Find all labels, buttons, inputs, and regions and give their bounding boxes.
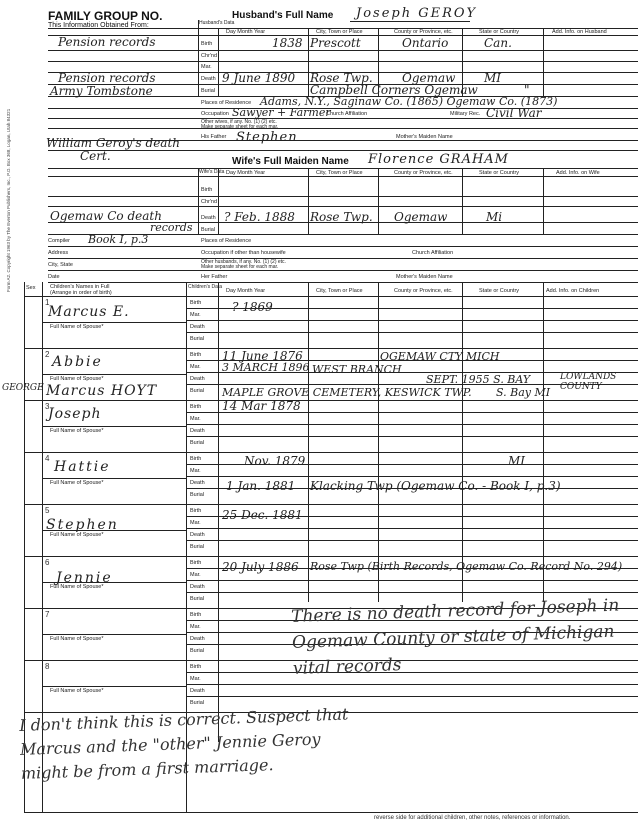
child-row-line (186, 696, 638, 697)
child-5-name: Stephen (46, 517, 119, 533)
child-name-line (42, 478, 186, 479)
child-row-line (186, 580, 638, 581)
wife-death-label: Death (201, 215, 216, 221)
husband-burial-label: Burial (201, 88, 216, 94)
address-label: Address (48, 250, 69, 256)
child-row-line (186, 592, 638, 593)
child-row-line (186, 476, 638, 477)
child-6-spouse-label: Full Name of Spouse* (50, 584, 104, 590)
child-6-birth-label: Birth (190, 560, 202, 566)
col-city-children: City, Town or Place (316, 288, 363, 294)
husband-separate-sheet: Make separate sheet for each mar. (201, 124, 279, 130)
wife-church-label: Church Affiliation (412, 250, 454, 256)
husband-birth-year: 1838 (272, 36, 303, 50)
wife-mother-label: Mother's Maiden Name (396, 274, 453, 280)
child-row-line (186, 332, 638, 333)
child-4-spouse-label: Full Name of Spouse* (50, 480, 104, 486)
child-8-spouse-label: Full Name of Spouse* (50, 688, 104, 694)
husband-mar-label: Mar. (201, 64, 212, 70)
info-obtained-label: This Information Obtained From: (48, 22, 149, 29)
child-1-birth-label: Birth (190, 300, 202, 306)
child-6-birth-place: Rose Twp (Birth Records, Ogemaw Co. Record No. 294) (310, 560, 623, 573)
form-title: FAMILY GROUP NO. (48, 9, 163, 23)
child-4-birth: Nov. 1879 (244, 454, 306, 468)
child-2-birth-place: OGEMAW CTY MICH (380, 350, 500, 363)
child-7-burial-label: Burial (190, 648, 205, 654)
child-name-line (42, 686, 186, 687)
child-3-spouse-label: Full Name of Spouse* (50, 428, 104, 434)
col-state-wife: State or Country (479, 170, 520, 176)
child-5-number: 5 (45, 506, 50, 515)
husband-death-label: Death (201, 76, 216, 82)
col-county-children: County or Province, etc. (394, 288, 453, 294)
husband-other-wives: Other wives, if any. No. (1) (2) etc. (201, 119, 277, 125)
child-row-line (186, 296, 638, 297)
child-2-number: 2 (45, 350, 50, 359)
child-2-mar-label: Mar. (190, 364, 201, 370)
child-4-death-place: Klacking Twp (Ogemaw Co. - Book I, p.3) (310, 479, 561, 493)
child-3-death-label: Death (190, 428, 205, 434)
col-day-month-year-children: Day Month Year (226, 288, 266, 294)
husband-mother-label: Mother's Maiden Name (396, 134, 453, 140)
child-7-mar-label: Mar. (190, 624, 201, 630)
col-city-wife: City, Town or Place (316, 170, 363, 176)
child-6-name: Jennie (56, 570, 113, 586)
child-2-spouse-label: Full Name of Spouse* (50, 376, 104, 382)
wife-death-state: Mi (486, 210, 503, 224)
wife-full-maiden-label: Wife's Full Maiden Name (232, 156, 349, 167)
source-william-death-cert-2: Cert. (80, 149, 111, 163)
source-army-tombstone: Army Tombstone (50, 84, 153, 98)
wife-burial-label: Burial (201, 227, 216, 233)
child-name-line (42, 426, 186, 427)
col-state: State or Country (479, 29, 520, 35)
husband-church-label: Church Affiliation (326, 111, 368, 117)
child-8-burial-label: Burial (190, 700, 205, 706)
wife-death-county: Ogemaw (394, 210, 448, 224)
child-row-line (186, 504, 638, 505)
source-ogemaw-death-2: records (150, 221, 193, 234)
child-1-death-label: Death (190, 324, 205, 330)
husband-military: Civil War (486, 106, 542, 120)
wife-occupation-label: Occupation if other than housewife (201, 250, 286, 256)
child-4-birth-label: Birth (190, 456, 202, 462)
child-4-mar-label: Mar. (190, 468, 201, 474)
child-4-number: 4 (45, 454, 50, 463)
husband-death-date: 9 June 1890 (222, 71, 296, 85)
child-2-death-info: SEPT. 1955 S. BAY (426, 373, 531, 386)
child-1-spouse-label: Full Name of Spouse* (50, 324, 104, 330)
child-2-spouse: Marcus HOYT (46, 383, 158, 399)
child-3-burial-label: Burial (190, 440, 205, 446)
child-2-name: Abbie (52, 354, 103, 370)
husband-occupation-label: Occupation (201, 111, 229, 117)
col-state-children: State or Country (479, 288, 520, 294)
child-row-line (186, 452, 638, 453)
husband-residence-label: Places of Residence (201, 100, 252, 106)
child-5-mar-label: Mar. (190, 520, 201, 526)
child-5-burial-label: Burial (190, 544, 205, 550)
children-order-label: (Arrange in order of birth) (50, 290, 112, 296)
husband-father-label: His Father (201, 134, 227, 140)
child-row-line (186, 540, 638, 541)
footer-reverse-side: reverse side for additional children, other notes, references or information. (374, 815, 571, 821)
wife-separate-sheet: Make separate sheet for each mar. (201, 264, 279, 270)
child-4-death: 1 Jan. 1881 (226, 479, 296, 493)
sex-label: Sex (26, 285, 36, 291)
child-row-line (186, 320, 638, 321)
source-pension-records: Pension records (58, 35, 156, 49)
wife-death-date: ? Feb. 1888 (224, 210, 295, 224)
husband-birth-label: Birth (201, 41, 213, 47)
wifes-data-label: Wife's Data (199, 169, 225, 175)
child-6-mar-label: Mar. (190, 572, 201, 578)
husband-birth-state: Can. (484, 36, 512, 50)
child-row-line (186, 684, 638, 685)
child-7-death-label: Death (190, 636, 205, 642)
wife-birth-label: Birth (201, 187, 213, 193)
source-ogemaw-death: Ogemaw Co death (50, 209, 162, 223)
child-row-line (186, 436, 638, 437)
child-2-birth: 11 June 1876 (222, 349, 303, 363)
col-county: County or Province, etc. (394, 29, 453, 35)
child-5-birth: 25 Dec. 1881 (222, 508, 303, 522)
husband-name: Joseph GEROY (356, 6, 478, 21)
child-8-birth-label: Birth (190, 664, 202, 670)
husband-father: Stephen (236, 130, 298, 145)
child-6-death-label: Death (190, 584, 205, 590)
date-label: Date (48, 274, 60, 280)
child-1-name: Marcus E. (48, 304, 130, 320)
husband-occupation: Sawyer + Farmer (232, 106, 331, 119)
husband-residence: Adams, N.Y., Saginaw Co. (1865) Ogemaw Co. (1873) (260, 95, 558, 108)
child-row-line (186, 556, 638, 557)
husband-birth-city: Prescott (310, 36, 361, 50)
husband-death-city: Rose Twp. (310, 71, 373, 85)
child-row-line (186, 424, 638, 425)
child-2-birth-label: Birth (190, 352, 202, 358)
child-4-death-label: Death (190, 480, 205, 486)
wife-father-label: Her Father (201, 274, 228, 280)
child-2-add-info: LOWLANDS COUNTY (560, 372, 617, 392)
child-6-birth: 20 July 1886 (222, 560, 299, 574)
child-2-burial-state: S. Bay MI (496, 386, 551, 399)
husband-burial-place: Campbell Corners Ogemaw (310, 83, 478, 97)
col-city: City, Town or Place (316, 29, 363, 35)
child-2-mar: 3 MARCH 1896 (222, 361, 310, 374)
col-county-wife: County or Province, etc. (394, 170, 453, 176)
child-1-burial-label: Burial (190, 336, 205, 342)
child-3-mar-label: Mar. (190, 416, 201, 422)
child-4-name: Hattie (54, 459, 111, 475)
child-8-mar-label: Mar. (190, 676, 201, 682)
husband-death-county: Ogemaw (402, 71, 456, 85)
husband-death-state: MI (484, 71, 502, 85)
child-6-burial-label: Burial (190, 596, 205, 602)
child-2-death-label: Death (190, 376, 205, 382)
child-4-burial-label: Burial (190, 492, 205, 498)
husband-burial-ditto: " (524, 83, 530, 97)
child-3-number: 3 (45, 402, 50, 411)
child-5-spouse-label: Full Name of Spouse* (50, 532, 104, 538)
child-name-line (42, 374, 186, 375)
child-row-line (186, 528, 638, 529)
child-name-line (42, 634, 186, 635)
child-6-number: 6 (45, 558, 50, 567)
city-state-label: City, State (48, 262, 73, 268)
child-5-birth-label: Birth (190, 508, 202, 514)
wife-chrnd-label: Chr'nd (201, 199, 218, 205)
child-3-name: Joseph (48, 406, 102, 422)
child-1-mar-label: Mar. (190, 312, 201, 318)
compiler-label: Compiler (48, 238, 71, 244)
child-4-birth-state: MI (508, 454, 526, 468)
children-names-label: Children's Names in Full (50, 284, 110, 290)
child-2-mar-place: WEST BRANCH (312, 363, 402, 376)
child-5-death-label: Death (190, 532, 205, 538)
child-1-number: 1 (45, 298, 50, 307)
husband-birth-county: Ontario (402, 36, 449, 50)
child-8-number: 8 (45, 662, 50, 671)
col-add-wife: Add. Info. on Wife (556, 170, 600, 176)
husbands-data-label: Husband's Data (199, 20, 235, 26)
child-7-number: 7 (45, 610, 50, 619)
childrens-data-label: Children's Data (188, 284, 223, 290)
child-2-spouse-note: GEORGE (2, 383, 44, 393)
source-book-i: Book I, p.3 (88, 233, 149, 246)
col-add-children: Add. Info. on Children (546, 288, 600, 294)
col-day-month-year-wife: Day Month Year (226, 170, 266, 176)
wife-death-city: Rose Twp. (310, 210, 373, 224)
side-copyright-text: Form A2. Copyright 1963 by The Everton Publishers, Inc., P.O. Box 368, Logan, Utah 84321 (6, 108, 11, 292)
child-2-burial-label: Burial (190, 388, 205, 394)
child-8-death-label: Death (190, 688, 205, 694)
wife-name: Florence GRAHAM (368, 152, 509, 167)
wife-residence-label: Places of Residence (201, 238, 252, 244)
child-3-birth-label: Birth (190, 404, 202, 410)
child-7-spouse-label: Full Name of Spouse* (50, 636, 104, 642)
husband-military-label: Military Rec. (450, 111, 481, 117)
child-3-birth: 14 Mar 1878 (222, 399, 301, 413)
child-7-birth-label: Birth (190, 612, 202, 618)
source-william-death-cert: William Geroy's death (46, 136, 181, 150)
husband-full-name-label: Husband's Full Name (232, 10, 334, 21)
note-first-marriage: I don't think this is correct. Suspect that Marcus and the "other" Jennie Geroy might be from a first marriage. (18, 704, 349, 783)
col-day-month-year: Day Month Year (226, 29, 266, 35)
source-pension-records-2: Pension records (58, 71, 156, 85)
husband-chrnd-label: Chr'nd (201, 53, 218, 59)
col-add-husband: Add. Info. on Husband (552, 29, 607, 35)
child-name-line (42, 322, 186, 323)
child-1-birth: ? 1869 (232, 300, 273, 314)
note-no-death-record: There is no death record for Joseph in Ogemaw County or state of Michigan vital records (290, 595, 620, 679)
child-2-burial-place: MAPLE GROVE CEMETERY, KESWICK TWP. (222, 386, 472, 399)
wife-other-husbands: Other husbands, if any. No. (1) (2) etc. (201, 259, 286, 265)
